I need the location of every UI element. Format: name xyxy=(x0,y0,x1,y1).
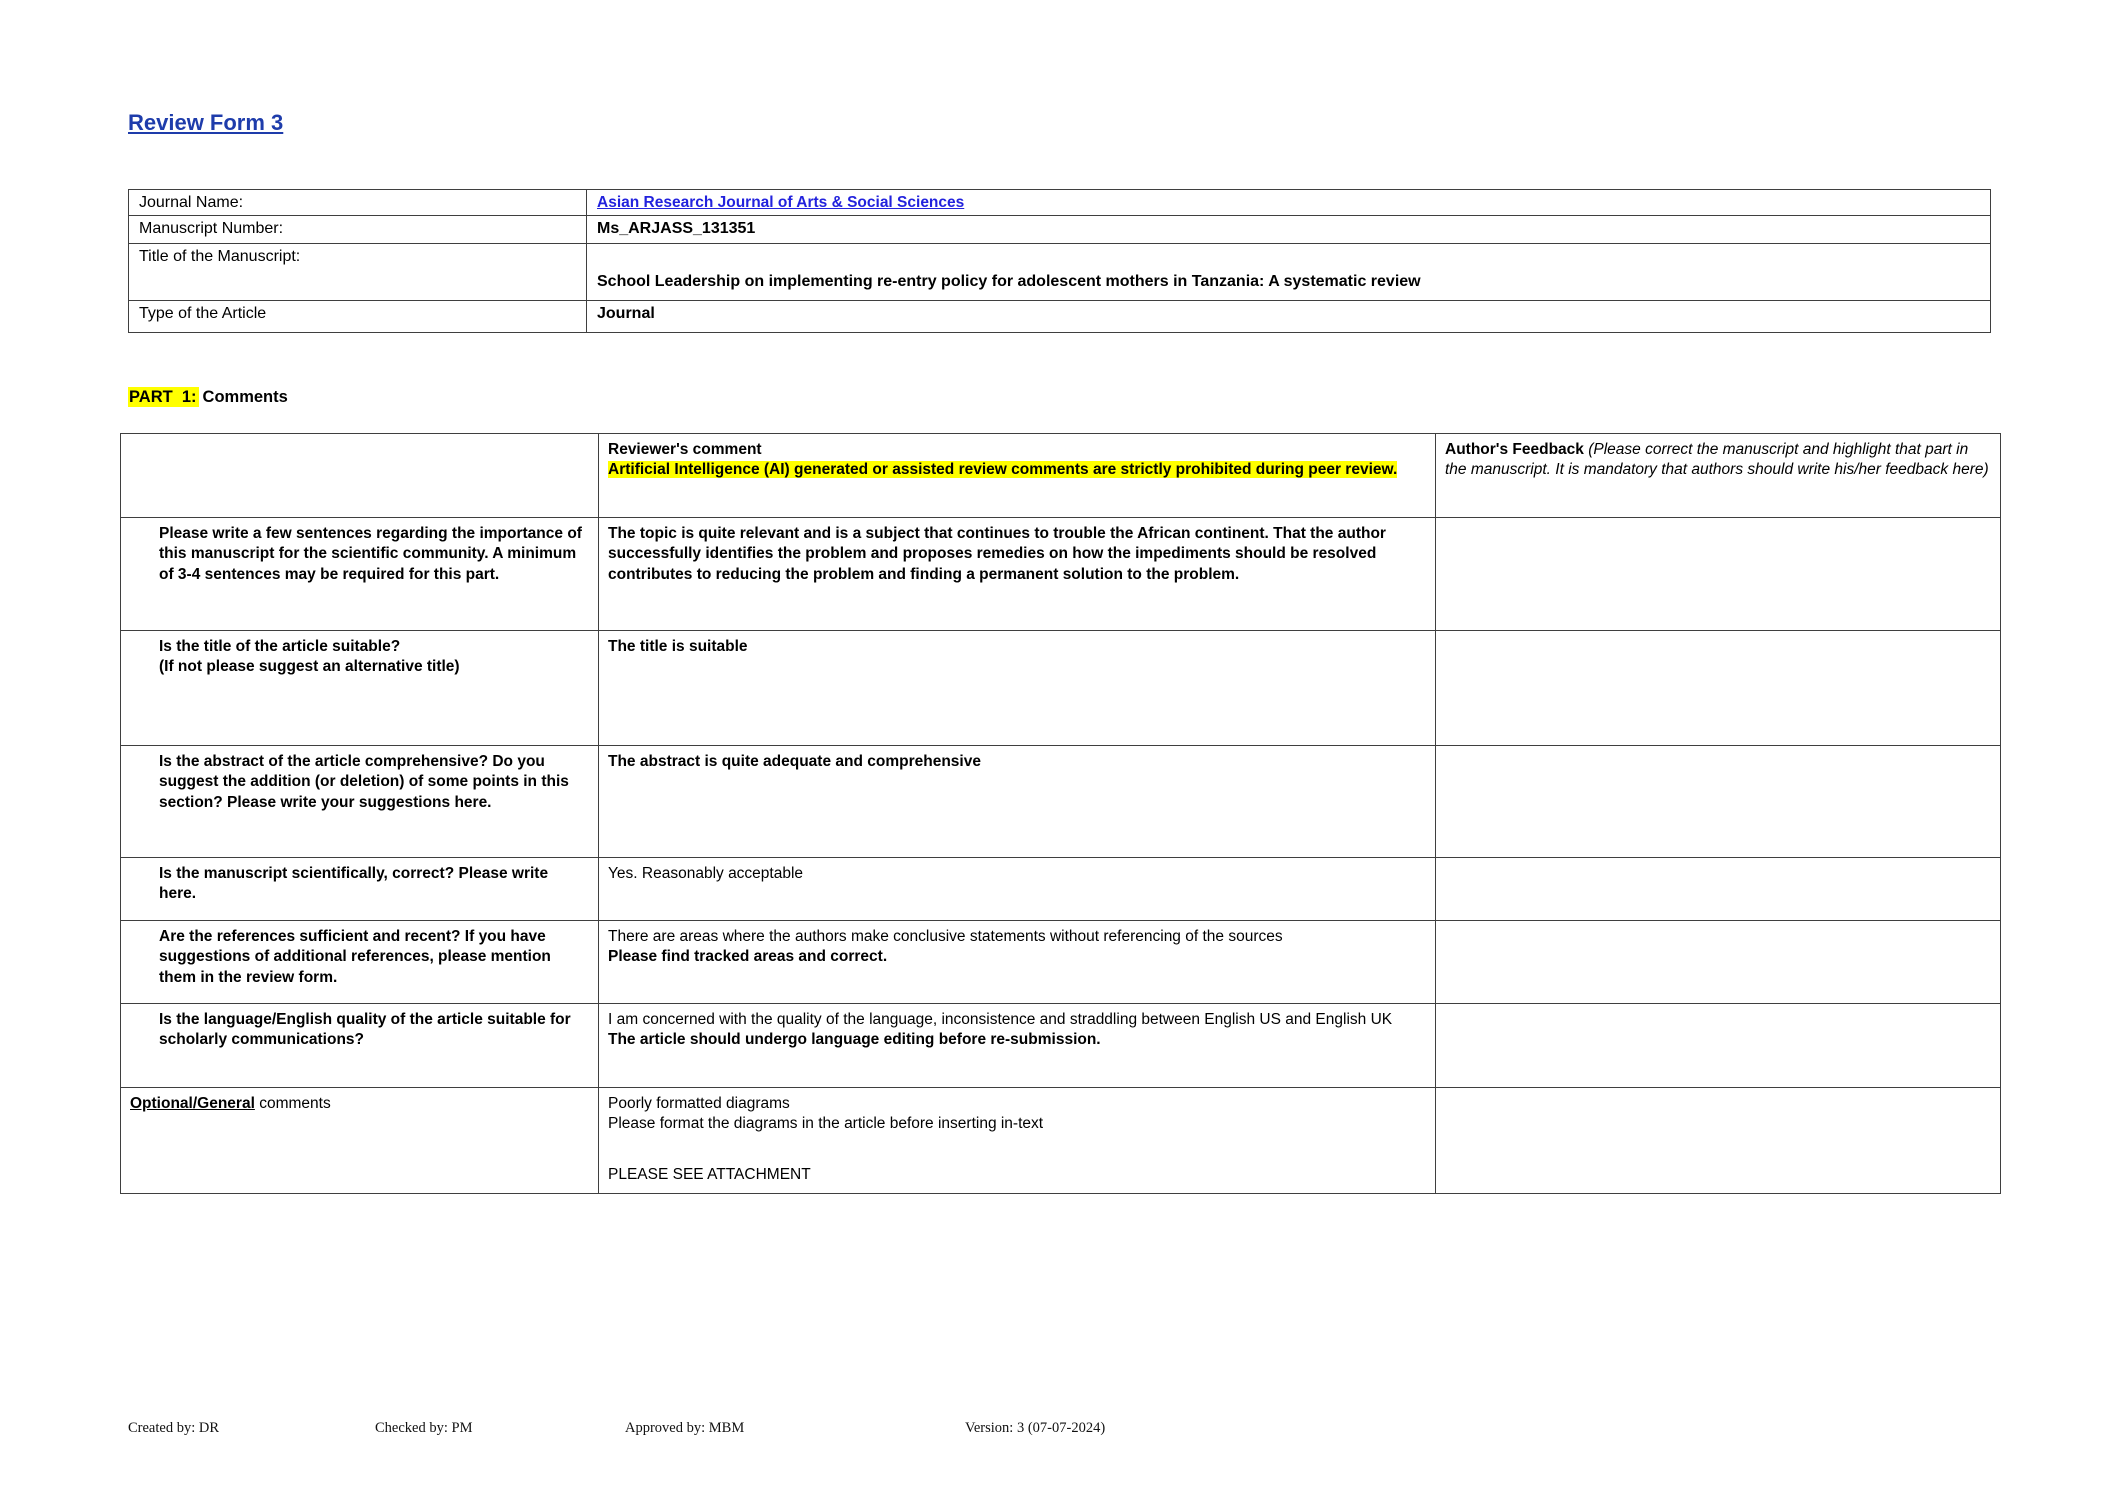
optional-comments-label: comments xyxy=(254,1095,331,1112)
optional-comments-label-cell xyxy=(121,1088,599,1194)
author-feedback-cell xyxy=(1436,921,2001,1004)
author-feedback-cell xyxy=(1436,1088,2001,1194)
optional-general-label: Optional/General xyxy=(130,1095,255,1112)
article-type-label: Type of the Article xyxy=(129,301,587,333)
answer-line: Poorly formatted diagrams xyxy=(608,1095,790,1112)
answer-abstract: The abstract is quite adequate and comprehensive xyxy=(599,746,1436,858)
question-line: Is the title of the article suitable? xyxy=(159,638,401,655)
footer-created-by: Created by: DR xyxy=(128,1420,220,1436)
answer-references xyxy=(599,921,1436,1004)
answer-line: There are areas where the authors make conclusive statements without referencing of the sources xyxy=(608,928,1283,945)
empty-header-cell xyxy=(121,434,599,518)
journal-name-label: Journal Name: xyxy=(129,190,587,216)
question-references: Are the references sufficient and recent? If you have suggestions of additional references, please mention them in the review form. xyxy=(121,921,599,1004)
table-row xyxy=(121,1004,2001,1088)
question-title-suitable xyxy=(121,631,599,746)
table-row xyxy=(121,631,2001,746)
ai-prohibition-notice: Artificial Intelligence (AI) generated or assisted review comments are strictly prohibited during peer review. xyxy=(608,461,1398,479)
answer-line: Please find tracked areas and correct. xyxy=(608,948,888,966)
table-row xyxy=(129,301,1991,333)
footer-approved-by: Approved by: MBM xyxy=(625,1420,745,1436)
page-title[interactable]: Review Form 3 xyxy=(128,110,284,135)
manuscript-title-value: School Leadership on implementing re-entry policy for adolescent mothers in Tanzania: A systematic review xyxy=(587,244,1991,301)
reviewer-comment-header-cell xyxy=(599,434,1436,518)
answer-line: PLEASE SEE ATTACHMENT xyxy=(608,1165,811,1183)
part1-heading xyxy=(128,388,288,407)
question-line: (If not please suggest an alternative title) xyxy=(159,658,460,676)
table-row xyxy=(129,244,1991,301)
comments-table xyxy=(120,433,2001,1194)
question-abstract: Is the abstract of the article comprehensive? Do you suggest the addition (or deletion) of some points in this section? Please write your suggestions here. xyxy=(121,746,599,858)
author-feedback-cell xyxy=(1436,1004,2001,1088)
table-row xyxy=(129,190,1991,216)
manuscript-number-label: Manuscript Number: xyxy=(129,216,587,244)
table-row xyxy=(121,858,2001,921)
manuscript-number-value: Ms_ARJASS_131351 xyxy=(587,216,1991,244)
table-row xyxy=(121,1088,2001,1194)
answer-line: The article should undergo language editing before re-submission. xyxy=(608,1031,1101,1049)
footer-version: Version: 3 (07-07-2024) xyxy=(965,1420,1106,1436)
answer-title-suitable: The title is suitable xyxy=(599,631,1436,746)
table-header-row xyxy=(121,434,2001,518)
question-language: Is the language/English quality of the article suitable for scholarly communications? xyxy=(121,1004,599,1088)
author-feedback-note: (Please correct the manuscript and highlight that part in the manuscript. It is mandatory that authors should write his/her feedback here) xyxy=(1445,441,1989,479)
journal-name-link[interactable]: Asian Research Journal of Arts & Social Sciences xyxy=(597,194,965,211)
footer-checked-by: Checked by: PM xyxy=(375,1420,473,1436)
table-row xyxy=(121,921,2001,1004)
table-row xyxy=(129,216,1991,244)
manuscript-title-label: Title of the Manuscript: xyxy=(129,244,587,301)
answer-importance: The topic is quite relevant and is a subject that continues to trouble the African continent. That the author successfully identifies the problem and proposes remedies on how the impediments should be resolved contributes to reducing the problem and finding a permanent solution to the problem. xyxy=(599,518,1436,631)
question-scientific: Is the manuscript scientifically, correct? Please write here. xyxy=(121,858,599,921)
author-feedback-cell xyxy=(1436,858,2001,921)
answer-optional xyxy=(599,1088,1436,1194)
author-feedback-header-cell xyxy=(1436,434,2001,518)
manuscript-info-table xyxy=(128,189,1991,333)
reviewer-comment-header: Reviewer's comment xyxy=(608,441,762,458)
author-feedback-cell xyxy=(1436,631,2001,746)
part1-badge: PART 1: xyxy=(129,388,197,406)
article-type-value: Journal xyxy=(587,301,1991,333)
author-feedback-cell xyxy=(1436,518,2001,631)
answer-language xyxy=(599,1004,1436,1088)
answer-line: I am concerned with the quality of the language, inconsistence and straddling between English US and English UK xyxy=(608,1011,1393,1028)
author-feedback-cell xyxy=(1436,746,2001,858)
table-row xyxy=(121,518,2001,631)
part1-heading-label: Comments xyxy=(202,388,288,406)
author-feedback-header: Author's Feedback xyxy=(1445,441,1584,458)
answer-line: Please format the diagrams in the article before inserting in-text xyxy=(608,1115,1044,1133)
question-importance: Please write a few sentences regarding the importance of this manuscript for the scientific community. A minimum of 3-4 sentences may be required for this part. xyxy=(121,518,599,631)
table-row xyxy=(121,746,2001,858)
answer-scientific: Yes. Reasonably acceptable xyxy=(599,858,1436,921)
